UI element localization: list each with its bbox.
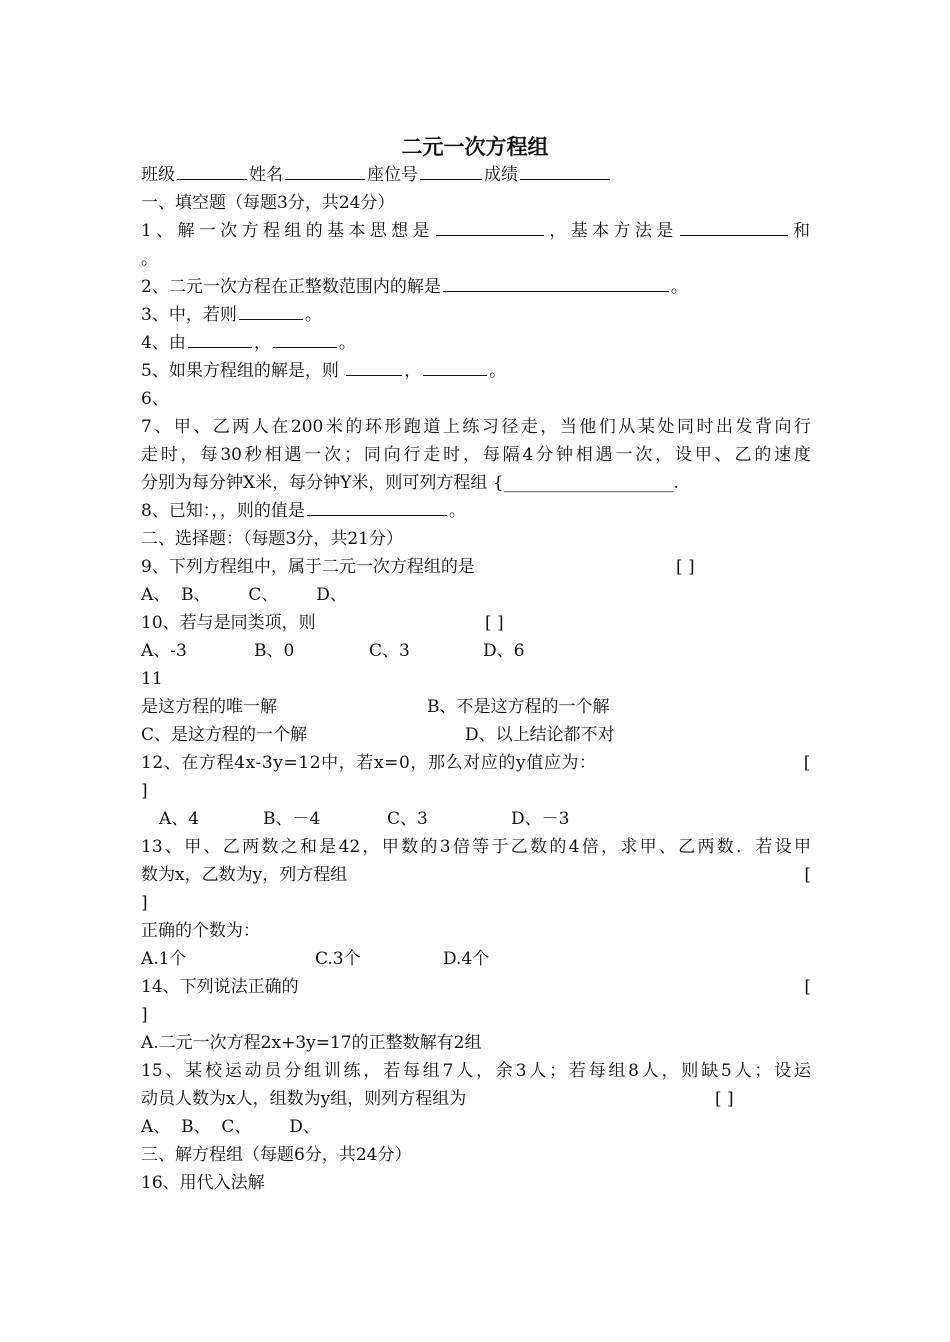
q9-answer-bracket[interactable]: [ ] (676, 557, 695, 577)
q2-text: 2、二元一次方程在正整数范围内的解是 (141, 277, 441, 297)
document-title: 二元一次方程组 (401, 135, 549, 159)
count-option-d[interactable]: D.4个 (443, 949, 490, 969)
q4-end: 。 (338, 333, 356, 353)
question-5 (141, 357, 811, 385)
q13-line-2 (141, 861, 811, 889)
q12-bracket-open[interactable]: [ (803, 753, 811, 773)
q5-blank-2[interactable] (423, 357, 487, 376)
section2-heading: 二、选择题：（每题3分，共21分） (141, 529, 403, 549)
q10-answer-bracket[interactable]: [ ] (485, 613, 504, 633)
correct-count-label: 正确的个数为： (141, 921, 260, 941)
question-6: 6、 (141, 389, 169, 409)
q14-text: 14、下列说法正确的 (141, 977, 299, 997)
section3-heading: 三、解方程组（每题6分，共24分） (141, 1145, 412, 1165)
q3-blank[interactable] (239, 301, 303, 320)
q11-option-a[interactable]: 是这方程的唯一解 (141, 697, 277, 717)
q15-answer-bracket[interactable]: [ ] (715, 1089, 734, 1109)
question-14 (141, 973, 811, 1001)
q12-option-a[interactable]: A、4 (159, 809, 200, 829)
q10-option-d[interactable]: D、6 (483, 641, 525, 661)
q11-option-c[interactable]: C、是这方程的一个解 (141, 725, 308, 745)
question-9 (141, 553, 811, 581)
score-label: 成绩 (484, 165, 518, 185)
score-blank[interactable] (520, 161, 610, 180)
q8-end: 。 (448, 501, 466, 521)
question-1 (141, 217, 811, 245)
q7-line-3: 分别为每分钟X米，每分钟Y米，则可列方程组 {____________________. (141, 473, 679, 493)
q13-bracket-close: ] (141, 893, 148, 913)
q4-mid: ， (253, 333, 271, 353)
q1-text-a: 1、解一次方程组的基本思想是 (141, 221, 435, 241)
q7-line-1: 7、甲、乙两人在200米的环形跑道上练习径走，当他们从某处同时出发背向行 (141, 417, 811, 437)
question-16: 16、用代入法解 (141, 1173, 265, 1193)
q10-text: 10、若与是同类项，则 (141, 613, 316, 633)
q9-text: 9、下列方程组中，属于二元一次方程组的是 (141, 557, 475, 577)
q15-options: A、 B、 C、 D、 (141, 1117, 320, 1137)
student-info-line (141, 161, 811, 189)
q13-text: 数为x，乙数为y，列方程组 (141, 865, 348, 885)
q2-end: 。 (670, 277, 688, 297)
q11-option-b[interactable]: B、不是这方程的一个解 (427, 697, 610, 717)
q13-line-1: 13、甲、乙两数之和是42，甲数的3倍等于乙数的4倍，求甲、乙两数．若设甲 (141, 837, 811, 857)
q8-text: 8、已知：，，则的值是 (141, 501, 305, 521)
q3-text: 3、中，若则 (141, 305, 237, 325)
question-12 (141, 749, 811, 777)
q1-blank-2[interactable] (680, 217, 788, 236)
name-label: 姓名 (249, 165, 283, 185)
q4-blank-2[interactable] (273, 329, 337, 348)
q1-text-b: ，基本方法是 (546, 221, 678, 241)
count-option-c[interactable]: C.3个 (315, 949, 361, 969)
q14-bracket-open[interactable]: [ (804, 977, 811, 997)
q1-text-c: 和 (789, 221, 811, 241)
question-8 (141, 497, 811, 525)
question-10 (141, 609, 811, 637)
q14-bracket-close: ] (141, 1005, 148, 1025)
q10-option-a[interactable]: A、-3 (141, 641, 187, 661)
q12-bracket-close: ] (141, 781, 148, 801)
q15-text: 动员人数为x人，组数为y组，则列方程组为 (141, 1089, 467, 1109)
q15-line-1: 15、某校运动员分组训练，若每组7人，余3人；若每组8人，则缺5人；设运 (141, 1061, 811, 1081)
q1-blank-1[interactable] (436, 217, 544, 236)
q5-end: 。 (489, 361, 507, 381)
section1-heading: 一、填空题（每题3分，共24分） (141, 193, 395, 213)
q1-end: 。 (141, 249, 158, 269)
q5-text: 5、如果方程组的解是，则 (141, 361, 345, 381)
q4-blank-1[interactable] (188, 329, 252, 348)
question-2 (141, 273, 811, 301)
seat-label: 座位号 (367, 165, 418, 185)
q15-line-2 (141, 1085, 811, 1113)
q9-options: A、 B、 C、 D、 (141, 585, 347, 605)
q12-option-b[interactable]: B、－4 (263, 809, 321, 829)
q5-mid: ， (404, 361, 422, 381)
q3-end: 。 (304, 305, 322, 325)
q13-bracket-open[interactable]: [ (804, 865, 811, 885)
q10-option-b[interactable]: B、0 (254, 641, 295, 661)
class-label: 班级 (141, 165, 175, 185)
q4-text: 4、由 (141, 333, 186, 353)
q12-text: 12、在方程4x-3y=12中，若x=0，那么对应的y值应为： (141, 753, 597, 773)
q12-option-d[interactable]: D、－3 (511, 809, 570, 829)
question-11: 11 (141, 669, 163, 689)
class-blank[interactable] (177, 161, 247, 180)
q11-option-d[interactable]: D、以上结论都不对 (465, 725, 615, 745)
q7-line-2: 走时，每30秒相遇一次；同向行走时，每隔4分钟相遇一次，设甲、乙的速度 (141, 445, 811, 465)
q14-option-a[interactable]: A.二元一次方程2x+3y=17的正整数解有2组 (141, 1033, 482, 1053)
name-blank[interactable] (285, 161, 365, 180)
q5-blank-1[interactable] (346, 357, 402, 376)
q8-blank[interactable] (307, 497, 447, 516)
q2-blank[interactable] (443, 273, 669, 292)
question-4 (141, 329, 811, 357)
count-option-a[interactable]: A.1个 (141, 949, 187, 969)
q12-option-c[interactable]: C、3 (387, 809, 428, 829)
q10-option-c[interactable]: C、3 (369, 641, 410, 661)
question-3 (141, 301, 811, 329)
seat-blank[interactable] (420, 161, 482, 180)
